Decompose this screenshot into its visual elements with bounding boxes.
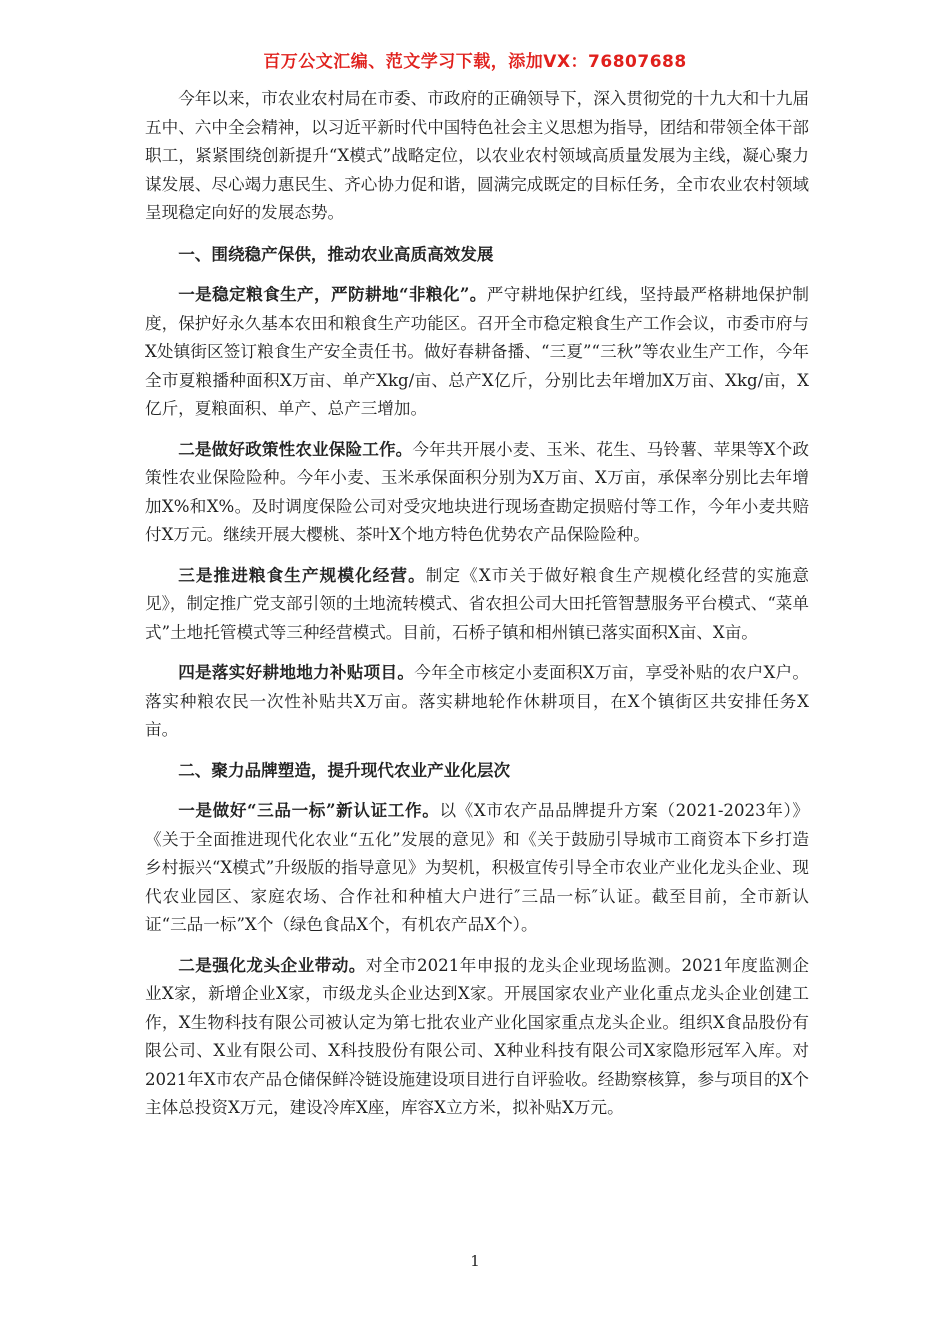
- section-1-item-4: [145, 658, 809, 745]
- item-title: 四是落实好耕地地力补贴项目。: [178, 662, 415, 682]
- section-heading-2: 二、聚力品牌塑造，提升现代农业产业化层次: [178, 759, 511, 780]
- header-banner: 百万公文汇编、范文学习下载，添加VX：76807688: [263, 52, 687, 72]
- item-title: 一是做好“三品一标”新认证工作。: [178, 800, 440, 820]
- item-title: 二是做好政策性农业保险工作。: [178, 438, 413, 459]
- intro-paragraph: 今年以来，市农业农村局在市委、市政府的正确领导下，深入贯彻党的十九大和十九届五中、六中全会精神，以习近平新时代中国特色社会主义思想为指导，团结和带领全体干部职工，紧紧围绕创新提升“X模式”战略定位，以农业农村领域高质量发展为主线，凝心聚力谋发展、尽心竭力惠民生、齐心协力促和谐，圆满完成既定的目标任务，全市农业农村领域呈现稳定向好的发展态势。: [145, 89, 809, 222]
- section-1-item-1: [145, 280, 809, 424]
- item-text: 今年全市核定小麦面积X万亩，享受补贴的农户X户。落实种粮农民一次性补贴共X万亩。落实耕地轮作休耕项目，在X个镇街区共安排任务X亩。: [145, 663, 809, 739]
- section-2-item-2: [145, 951, 809, 1123]
- item-title: 二是强化龙头企业带动。: [178, 954, 366, 975]
- section-heading-1: 一、围绕稳产保供，推动农业高质高效发展: [178, 243, 494, 264]
- section-1-item-3: [145, 561, 809, 648]
- section-1-item-2: [145, 435, 809, 550]
- item-text: 严守耕地保护红线，坚持最严格耕地保护制度，保护好永久基本农田和粮食生产功能区。召开全市稳定粮食生产工作会议，市委市府与X处镇街区签订粮食生产安全责任书。做好春耕备播、“三夏”“三秋”等农业生产工作，今年全市夏粮播种面积X万亩、单产Xkg/亩、总产X亿斤，分别比去年增加X万亩、Xkg/亩，X亿斤，夏粮面积、单产、总产三增加。: [145, 285, 810, 418]
- page-number: 1: [470, 1252, 480, 1270]
- document-body: [145, 85, 809, 1134]
- item-text: 制定《X市关于做好粮食生产规模化经营的实施意见》，制定推广党支部引领的土地流转模式、省农担公司大田托管智慧服务平台模式、“菜单式”土地托管模式等三种经营模式。目前，石桥子镇和相州镇已落实面积X亩、X亩。: [145, 565, 810, 642]
- item-text: 今年共开展小麦、玉米、花生、马铃薯、苹果等X个政策性农业保险险种。今年小麦、玉米承保面积分别为X万亩、X万亩，承保率分别比去年增加X%和X%。及时调度保险公司对受灾地块进行现场查勘定损赔付等工作，今年小麦共赔付X万元。继续开展大樱桃、茶叶X个地方特色优势农产品保险险种。: [145, 439, 810, 544]
- item-title: 一是稳定粮食生产，严防耕地“非粮化”。: [178, 284, 487, 304]
- item-title: 三是推进粮食生产规模化经营。: [178, 564, 426, 585]
- section-2-item-1: [145, 796, 809, 940]
- item-text: 以《X市农产品品牌提升方案（2021-2023年）》《关于全面推进现代化农业“五化”发展的意见》和《关于鼓励引导城市工商资本下乡打造乡村振兴“X模式”升级版的指导意见》为契机，积极宣传引导全市农业产业化龙头企业、现代农业园区、家庭农场、合作社和种植大户进行″三品一标″认证。截至目前，全市新认证“三品一标”X个（绿色食品X个，有机农产品X个）。: [145, 801, 809, 934]
- item-text: 对全市2021年申报的龙头企业现场监测。2021年度监测企业X家，新增企业X家，市级龙头企业达到X家。开展国家农业产业化重点龙头企业创建工作，X生物科技有限公司被认定为第七批农业产业化国家重点龙头企业。组织X食品股份有限公司、X业有限公司、X科技股份有限公司、X种业科技有限公司X家隐形冠军入库。对2021年X市农产品仓储保鲜冷链设施建设项目进行自评验收。经勘察核算，参与项目的X个主体总投资X万元，建设冷库X座，库容X立方米，拟补贴X万元。: [145, 955, 810, 1117]
